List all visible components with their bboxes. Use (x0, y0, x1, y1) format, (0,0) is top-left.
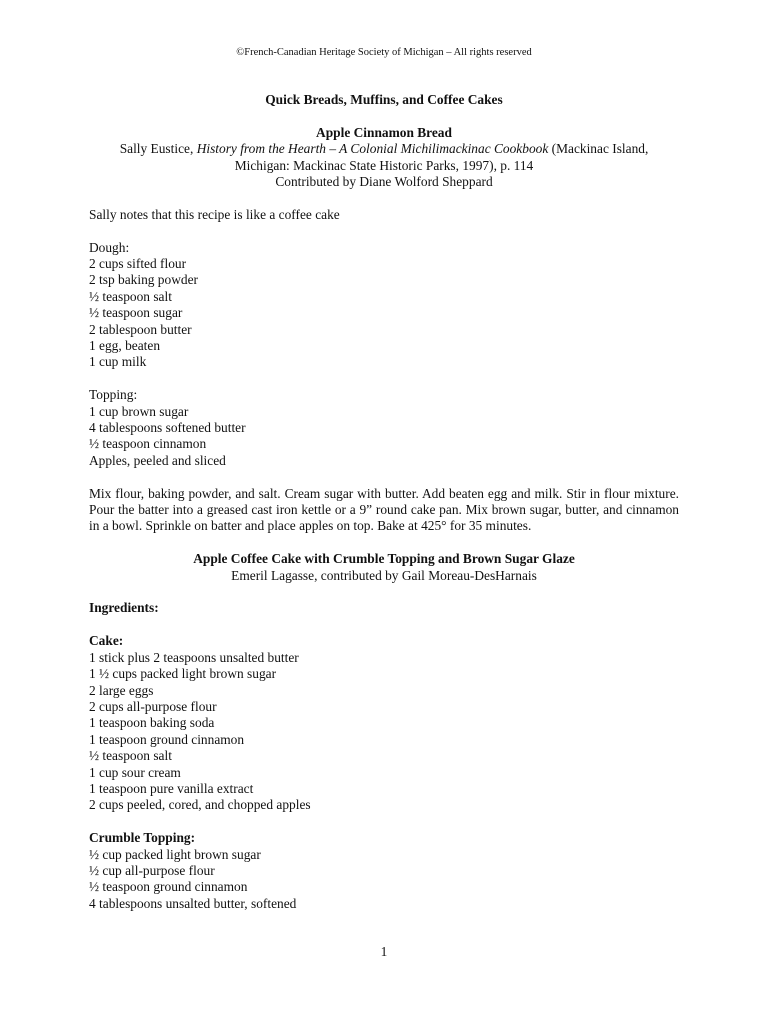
copyright-notice: ©French-Canadian Heritage Society of Michigan – All rights reserved (236, 47, 532, 58)
recipe-2-title: Apple Coffee Cake with Crumble Topping and Brown Sugar Glaze (193, 551, 575, 567)
list-item: 1 egg, beaten (89, 338, 161, 354)
list-item: 4 tablespoons softened butter (89, 420, 246, 436)
list-item: 2 cups all-purpose flour (89, 698, 217, 714)
recipe-1-source-author: Sally Eustice, (119, 141, 194, 157)
list-item: 1 cup sour cream (89, 764, 181, 780)
cake-heading: Cake: (89, 633, 124, 649)
dough-list (89, 256, 679, 371)
list-item: ½ cup all-purpose flour (89, 862, 215, 878)
recipe-1-source-pub-1: (Mackinac Island, (551, 141, 649, 157)
list-item: 1 cup brown sugar (89, 403, 189, 419)
list-item: 2 large eggs (89, 682, 154, 698)
list-item: Apples, peeled and sliced (89, 452, 226, 468)
dough-heading: Dough: (89, 239, 130, 255)
list-item: 1 teaspoon baking soda (89, 715, 215, 731)
crumble-list (89, 847, 679, 913)
section-title: Quick Breads, Muffins, and Coffee Cakes (265, 92, 503, 107)
list-item: 2 tsp baking powder (89, 272, 198, 288)
cake-list (89, 650, 679, 814)
recipe-1-source (89, 141, 679, 157)
list-item: ½ teaspoon salt (89, 288, 172, 304)
list-item: ½ teaspoon salt (89, 748, 172, 764)
document-body (89, 92, 679, 912)
list-item: ½ cup packed light brown sugar (89, 846, 261, 862)
recipe-1-source-pub-2: Michigan: Mackinac State Historic Parks, 1997), p. 114 (234, 157, 534, 173)
list-item: ½ teaspoon sugar (89, 305, 183, 321)
list-item: 1 stick plus 2 teaspoons unsalted butter (89, 649, 299, 665)
list-item: 1 teaspoon ground cinnamon (89, 731, 245, 747)
list-item: 2 cups sifted flour (89, 256, 187, 272)
recipe-1-note: Sally notes that this recipe is like a coffee cake (89, 206, 340, 222)
recipe-1-instructions: Mix flour, baking powder, and salt. Cream sugar with butter. Add beaten egg and milk. Stir in flour mixture. Pour the batter into a greased cast iron kettle or a 9” round cake pan. Mix brown sugar, butter, and cinnamon in a bowl. Sprinkle on batter and place apples on top. Bake at 425° for 35 minutes. (89, 485, 679, 534)
list-item: 1 ½ cups packed light brown sugar (89, 666, 277, 682)
list-item: 4 tablespoons unsalted butter, softened (89, 895, 297, 911)
crumble-heading: Crumble Topping: (89, 830, 196, 846)
list-item: 1 teaspoon pure vanilla extract (89, 780, 254, 796)
ingredients-heading: Ingredients: (89, 600, 159, 616)
recipe-1-title: Apple Cinnamon Bread (316, 124, 452, 140)
topping-list (89, 404, 679, 470)
list-item: ½ teaspoon cinnamon (89, 436, 207, 452)
recipe-1-contributor: Contributed by Diane Wolford Sheppard (275, 174, 493, 190)
topping-heading: Topping: (89, 387, 138, 403)
page-number: 1 (380, 944, 388, 959)
list-item: ½ teaspoon ground cinnamon (89, 879, 248, 895)
list-item: 2 cups peeled, cored, and chopped apples (89, 797, 311, 813)
recipe-1-source-book: History from the Hearth – A Colonial Michilimackinac Cookbook (196, 141, 549, 157)
list-item: 1 cup milk (89, 354, 147, 370)
recipe-2-contributor: Emeril Lagasse, contributed by Gail Moreau-DesHarnais (231, 567, 537, 583)
list-item: 2 tablespoon butter (89, 321, 192, 337)
